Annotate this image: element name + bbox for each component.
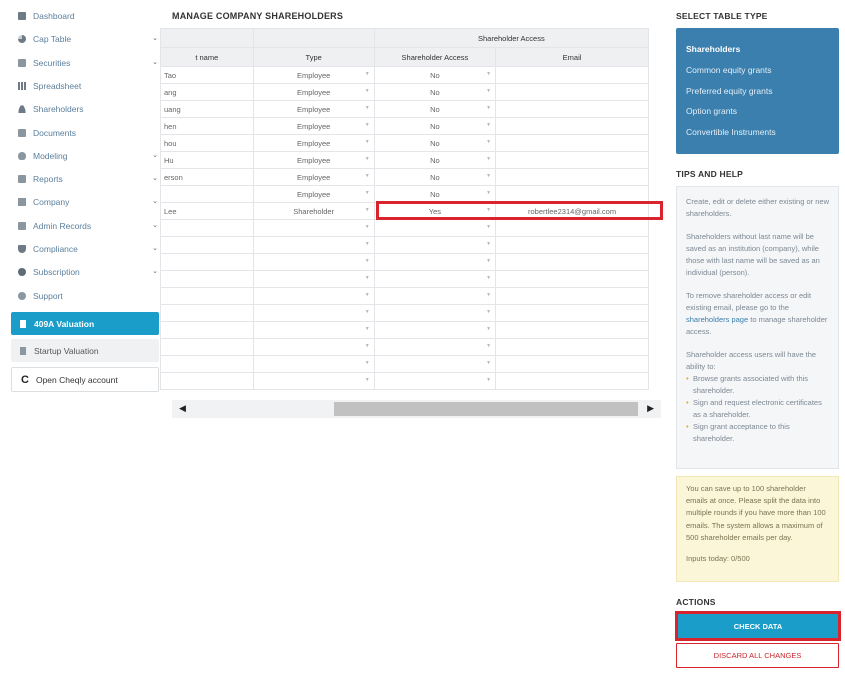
table-row-empty xyxy=(161,220,649,237)
type-cell[interactable] xyxy=(253,135,374,152)
page-title: MANAGE COMPANY SHAREHOLDERS xyxy=(172,11,344,21)
name-cell[interactable] xyxy=(161,254,254,271)
type-cell[interactable] xyxy=(253,101,374,118)
tip-list xyxy=(686,373,829,445)
table-row-empty xyxy=(161,237,649,254)
name-cell[interactable] xyxy=(161,356,254,373)
column-header-email[interactable]: Email xyxy=(496,48,649,67)
table-type-preferred-equity-grants[interactable]: Preferred equity grants xyxy=(686,85,773,96)
sidebar-item-label: Securities xyxy=(33,57,71,68)
name-cell[interactable] xyxy=(161,237,254,254)
limit-notice-text: You can save up to 100 shareholder emails at once. Please split the data into multiple rounds if you have more than 100 emails. The system allows a maximum of 500 shareholder emails per day. xyxy=(686,484,826,542)
dropdown-arrow-icon[interactable]: ▼ xyxy=(364,377,370,383)
check-data-button[interactable]: CHECK DATA xyxy=(678,614,838,638)
startup-valuation-button[interactable] xyxy=(11,339,159,362)
sidebar-item-subscription[interactable] xyxy=(18,264,160,280)
access-cell-value: No xyxy=(430,121,440,131)
email-cell[interactable] xyxy=(496,67,649,84)
dropdown-arrow-icon[interactable]: ▼ xyxy=(364,190,370,196)
discard-all-changes-button[interactable]: DISCARD ALL CHANGES xyxy=(676,643,839,668)
sidebar-item-modeling[interactable] xyxy=(18,148,160,164)
dropdown-arrow-icon[interactable]: ▼ xyxy=(364,241,370,247)
sidebar-item-label: Documents xyxy=(33,127,76,138)
email-cell-value: robertlee2314@gmail.com xyxy=(528,206,617,216)
document-icon xyxy=(20,347,26,355)
email-cell[interactable] xyxy=(496,152,649,169)
dropdown-arrow-icon[interactable]: ▼ xyxy=(364,156,370,162)
sidebar-item-label: Cap Table xyxy=(33,34,72,45)
table-row xyxy=(161,84,649,101)
sidebar-item-label: Shareholders xyxy=(33,104,84,115)
table-row-empty xyxy=(161,373,649,390)
pie-chart-icon xyxy=(18,35,26,43)
group-header-blank xyxy=(161,29,254,48)
coin-icon xyxy=(18,268,26,276)
group-header-shareholder-access: Shareholder Access xyxy=(374,29,648,48)
dropdown-arrow-icon[interactable]: ▼ xyxy=(486,71,492,77)
table-type-common-equity-grants[interactable]: Common equity grants xyxy=(686,64,772,75)
dropdown-arrow-icon[interactable]: ▼ xyxy=(486,105,492,111)
access-cell[interactable] xyxy=(374,152,495,169)
type-cell-value: Employee xyxy=(297,138,331,148)
type-cell[interactable] xyxy=(253,220,374,237)
access-cell[interactable] xyxy=(374,169,495,186)
type-cell-value: Employee xyxy=(297,189,331,199)
table-type-menu xyxy=(676,28,839,154)
chevron-down-icon[interactable]: ⌄ xyxy=(152,35,158,43)
access-cell[interactable] xyxy=(374,135,495,152)
sidebar-item-documents[interactable] xyxy=(18,125,160,141)
tip-text-part: To remove shareholder access or edit existing email, please go to the xyxy=(686,291,812,312)
table-row-empty xyxy=(161,305,649,322)
type-cell[interactable] xyxy=(253,152,374,169)
name-cell[interactable] xyxy=(161,373,254,390)
table-type-option-grants[interactable]: Option grants xyxy=(686,106,738,117)
access-cell[interactable] xyxy=(374,84,495,101)
access-cell[interactable] xyxy=(374,237,495,254)
dropdown-arrow-icon[interactable]: ▼ xyxy=(364,139,370,145)
dropdown-arrow-icon[interactable]: ▼ xyxy=(486,190,492,196)
limit-notice xyxy=(676,476,839,582)
select-table-type-title: SELECT TABLE TYPE xyxy=(676,11,768,21)
sidebar-item-company[interactable] xyxy=(18,194,160,210)
tip-text xyxy=(686,290,829,338)
tip-list-item: • Sign and request electronic certificates as a shareholder. xyxy=(686,397,829,421)
type-cell[interactable] xyxy=(253,288,374,305)
table-row-empty xyxy=(161,288,649,305)
name-cell[interactable] xyxy=(161,118,254,135)
table-row-empty xyxy=(161,356,649,373)
tip-list-item: • Sign grant acceptance to this shareholder. xyxy=(686,421,829,445)
name-cell[interactable] xyxy=(161,67,254,84)
access-cell[interactable] xyxy=(374,322,495,339)
dropdown-arrow-icon[interactable]: ▼ xyxy=(486,241,492,247)
dropdown-arrow-icon[interactable]: ▼ xyxy=(486,139,492,145)
valuation-409a-label: 409A Valuation xyxy=(34,318,95,329)
building-icon xyxy=(18,198,26,206)
table-row-empty xyxy=(161,339,649,356)
dropdown-arrow-icon[interactable]: ▼ xyxy=(486,309,492,315)
sidebar-item-label: Dashboard xyxy=(33,11,75,21)
tip-text: Create, edit or delete either existing or new shareholders. xyxy=(686,197,829,218)
dropdown-arrow-icon[interactable]: ▼ xyxy=(364,88,370,94)
access-cell-value: No xyxy=(430,189,440,199)
sidebar-item-label: Modeling xyxy=(33,150,68,161)
sidebar-item-cap-table[interactable] xyxy=(18,31,160,47)
sidebar-item-label: Admin Records xyxy=(33,220,92,231)
dropdown-arrow-icon[interactable]: ▼ xyxy=(486,173,492,179)
sidebar xyxy=(0,0,165,673)
name-cell-value: Tao xyxy=(164,70,177,80)
tip-text: Shareholder access users will have the ability to: xyxy=(686,350,817,371)
chevron-down-icon[interactable]: ⌄ xyxy=(152,198,158,206)
type-cell[interactable] xyxy=(253,67,374,84)
dropdown-arrow-icon[interactable]: ▼ xyxy=(364,122,370,128)
dropdown-arrow-icon[interactable]: ▼ xyxy=(486,258,492,264)
type-cell[interactable] xyxy=(253,186,374,203)
access-cell[interactable] xyxy=(374,271,495,288)
dropdown-arrow-icon[interactable]: ▼ xyxy=(486,224,492,230)
access-cell-value: No xyxy=(430,70,440,80)
chevron-down-icon[interactable]: ⌄ xyxy=(152,175,158,183)
scroll-right-icon[interactable]: ▶ xyxy=(647,403,654,413)
dropdown-arrow-icon[interactable]: ▼ xyxy=(364,224,370,230)
sidebar-item-label: Compliance xyxy=(33,244,78,254)
sidebar-item-label: Spreadsheet xyxy=(33,80,82,91)
type-cell-value: Employee xyxy=(297,121,331,131)
name-cell[interactable] xyxy=(161,101,254,118)
dropdown-arrow-icon[interactable]: ▼ xyxy=(364,258,370,264)
email-cell[interactable] xyxy=(496,220,649,237)
shareholders-page-link[interactable]: shareholders page xyxy=(686,315,749,324)
sidebar-item-label: Subscription xyxy=(33,267,80,278)
access-cell-value: No xyxy=(430,104,440,114)
name-cell[interactable] xyxy=(161,84,254,101)
type-cell[interactable] xyxy=(253,169,374,186)
dropdown-arrow-icon[interactable]: ▼ xyxy=(486,360,492,366)
support-icon xyxy=(18,292,26,300)
type-cell-value: Shareholder xyxy=(293,206,335,216)
table-row-empty xyxy=(161,254,649,271)
dropdown-arrow-icon[interactable]: ▼ xyxy=(364,105,370,111)
sidebar-item-shareholders[interactable] xyxy=(18,101,160,117)
access-cell-value: Yes xyxy=(428,206,442,216)
scrollbar-thumb[interactable] xyxy=(334,402,638,416)
documents-icon xyxy=(18,129,26,137)
sidebar-item-dashboard[interactable] xyxy=(18,8,160,24)
actions-title: ACTIONS xyxy=(676,597,716,607)
dropdown-arrow-icon[interactable]: ▼ xyxy=(364,292,370,298)
table-type-convertible-instruments[interactable]: Convertible Instruments xyxy=(686,127,776,138)
dropdown-arrow-icon[interactable]: ▼ xyxy=(486,326,492,332)
dropdown-arrow-icon[interactable]: ▼ xyxy=(364,173,370,179)
access-cell[interactable] xyxy=(374,254,495,271)
chevron-down-icon[interactable]: ⌄ xyxy=(152,221,158,229)
dropdown-arrow-icon[interactable]: ▼ xyxy=(486,156,492,162)
type-cell-value: Employee xyxy=(297,87,331,97)
dropdown-arrow-icon[interactable]: ▼ xyxy=(364,207,370,213)
table-row xyxy=(161,118,649,135)
name-cell[interactable] xyxy=(161,288,254,305)
name-cell[interactable] xyxy=(161,271,254,288)
sidebar-item-admin-records[interactable] xyxy=(18,218,160,234)
type-cell-value: Employee xyxy=(297,70,331,80)
type-cell[interactable] xyxy=(253,84,374,101)
document-icon xyxy=(20,320,26,328)
admin-records-icon xyxy=(18,222,26,230)
chevron-down-icon[interactable]: ⌄ xyxy=(152,268,158,276)
open-cheqly-button[interactable] xyxy=(11,367,159,392)
table-row xyxy=(161,152,649,169)
column-header-access[interactable]: Shareholder Access xyxy=(374,48,495,67)
email-cell[interactable] xyxy=(496,254,649,271)
access-cell[interactable] xyxy=(374,186,495,203)
dropdown-arrow-icon[interactable]: ▼ xyxy=(364,326,370,332)
table-row xyxy=(161,67,649,84)
email-cell[interactable] xyxy=(496,322,649,339)
dropdown-arrow-icon[interactable]: ▼ xyxy=(364,275,370,281)
email-cell[interactable] xyxy=(496,288,649,305)
valuation-409a-button[interactable] xyxy=(11,312,159,335)
inputs-today-counter: Inputs today: 0/500 xyxy=(686,554,750,564)
scroll-left-icon[interactable]: ◀ xyxy=(179,403,186,413)
table-type-shareholders[interactable]: Shareholders xyxy=(686,44,741,54)
email-cell[interactable] xyxy=(496,305,649,322)
email-cell[interactable] xyxy=(496,271,649,288)
column-header-name[interactable]: t name xyxy=(161,48,254,67)
shareholder-grid xyxy=(164,28,661,418)
user-icon xyxy=(18,105,26,113)
type-cell[interactable] xyxy=(253,118,374,135)
name-cell[interactable] xyxy=(161,339,254,356)
access-cell[interactable] xyxy=(374,118,495,135)
chevron-down-icon[interactable]: ⌄ xyxy=(152,151,158,159)
name-cell-value: uang xyxy=(164,104,181,114)
name-cell[interactable] xyxy=(161,169,254,186)
access-cell[interactable] xyxy=(374,288,495,305)
tip-text: Shareholders without last name will be saved as an institution (company), while those with last name will be saved as an individual (person). xyxy=(686,232,820,277)
column-header-type[interactable]: Type xyxy=(253,48,374,67)
type-cell[interactable] xyxy=(253,339,374,356)
table-row xyxy=(161,169,649,186)
reports-icon xyxy=(18,175,26,183)
sidebar-item-spreadsheet[interactable] xyxy=(18,78,160,94)
sidebar-item-reports[interactable] xyxy=(18,171,160,187)
name-cell[interactable] xyxy=(161,305,254,322)
email-cell[interactable] xyxy=(496,118,649,135)
type-cell[interactable] xyxy=(253,356,374,373)
email-cell[interactable] xyxy=(496,356,649,373)
chevron-down-icon[interactable]: ⌄ xyxy=(152,245,158,252)
access-cell-value: No xyxy=(430,138,440,148)
access-cell[interactable] xyxy=(374,101,495,118)
shareholder-table xyxy=(160,28,649,390)
access-cell[interactable] xyxy=(374,373,495,390)
access-cell[interactable] xyxy=(374,67,495,84)
access-cell[interactable] xyxy=(374,203,495,220)
email-cell[interactable] xyxy=(496,169,649,186)
name-cell-value: hen xyxy=(164,121,177,131)
type-cell-value: Employee xyxy=(297,172,331,182)
email-cell[interactable] xyxy=(496,101,649,118)
tips-panel xyxy=(676,186,839,469)
email-cell[interactable] xyxy=(496,135,649,152)
sidebar-item-label: Support xyxy=(33,290,63,301)
access-cell[interactable] xyxy=(374,220,495,237)
access-cell[interactable] xyxy=(374,305,495,322)
type-cell[interactable] xyxy=(253,271,374,288)
access-cell[interactable] xyxy=(374,356,495,373)
access-cell[interactable] xyxy=(374,339,495,356)
bulb-icon xyxy=(18,152,26,160)
name-cell-value: Lee xyxy=(164,206,177,216)
access-cell-value: No xyxy=(430,87,440,97)
type-cell[interactable] xyxy=(253,322,374,339)
dropdown-arrow-icon[interactable]: ▼ xyxy=(364,343,370,349)
document-icon xyxy=(18,59,26,67)
table-row xyxy=(161,101,649,118)
open-cheqly-label: Open Cheqly account xyxy=(35,374,118,385)
tips-title: TIPS AND HELP xyxy=(676,169,743,179)
email-cell[interactable] xyxy=(496,203,649,220)
name-cell-value: hou xyxy=(164,138,177,148)
tip-list-item: • Browse grants associated with this shareholder. xyxy=(686,373,829,397)
access-cell-value: No xyxy=(430,155,440,165)
tip-text-part: to manage shareholder access. xyxy=(686,315,828,336)
dropdown-arrow-icon[interactable]: ▼ xyxy=(486,207,492,213)
sidebar-item-securities[interactable] xyxy=(18,55,160,71)
name-cell[interactable] xyxy=(161,152,254,169)
type-cell[interactable] xyxy=(253,203,374,220)
cheqly-logo-icon: C xyxy=(21,373,29,386)
name-cell[interactable] xyxy=(161,186,254,203)
type-cell-value: Employee xyxy=(297,104,331,114)
horizontal-scrollbar[interactable] xyxy=(172,400,661,418)
dropdown-arrow-icon[interactable]: ▼ xyxy=(486,88,492,94)
dropdown-arrow-icon[interactable]: ▼ xyxy=(364,71,370,77)
name-cell-value: ang xyxy=(164,87,177,97)
email-cell[interactable] xyxy=(496,339,649,356)
sidebar-item-label: Reports xyxy=(33,174,63,185)
dashboard-icon xyxy=(18,12,26,20)
table-row-empty xyxy=(161,271,649,288)
group-header-blank xyxy=(253,29,374,48)
name-cell-value: erson xyxy=(164,172,183,182)
shield-icon xyxy=(18,245,26,253)
chevron-down-icon[interactable]: ⌄ xyxy=(152,58,158,66)
table-row xyxy=(161,135,649,152)
name-cell[interactable] xyxy=(161,135,254,152)
dropdown-arrow-icon[interactable]: ▼ xyxy=(364,360,370,366)
dropdown-arrow-icon[interactable]: ▼ xyxy=(486,292,492,298)
dropdown-arrow-icon[interactable]: ▼ xyxy=(486,122,492,128)
dropdown-arrow-icon[interactable]: ▼ xyxy=(486,343,492,349)
type-cell-value: Employee xyxy=(297,155,331,165)
type-cell[interactable] xyxy=(253,254,374,271)
name-cell-value: Hu xyxy=(164,155,174,165)
dropdown-arrow-icon[interactable]: ▼ xyxy=(364,309,370,315)
name-cell[interactable] xyxy=(161,220,254,237)
type-cell[interactable] xyxy=(253,305,374,322)
type-cell[interactable] xyxy=(253,237,374,254)
email-cell[interactable] xyxy=(496,186,649,203)
email-cell[interactable] xyxy=(496,373,649,390)
type-cell[interactable] xyxy=(253,373,374,390)
startup-valuation-label: Startup Valuation xyxy=(34,345,99,356)
spreadsheet-icon xyxy=(18,82,26,90)
dropdown-arrow-icon[interactable]: ▼ xyxy=(486,377,492,383)
sidebar-item-support[interactable] xyxy=(18,288,160,304)
access-cell-value: No xyxy=(430,172,440,182)
name-cell[interactable] xyxy=(161,203,254,220)
table-row xyxy=(161,203,649,220)
email-cell[interactable] xyxy=(496,84,649,101)
dropdown-arrow-icon[interactable]: ▼ xyxy=(486,275,492,281)
sidebar-item-label: Company xyxy=(33,197,70,208)
email-cell[interactable] xyxy=(496,237,649,254)
sidebar-item-compliance[interactable] xyxy=(18,241,160,257)
table-row-empty xyxy=(161,322,649,339)
table-row xyxy=(161,186,649,203)
name-cell[interactable] xyxy=(161,322,254,339)
